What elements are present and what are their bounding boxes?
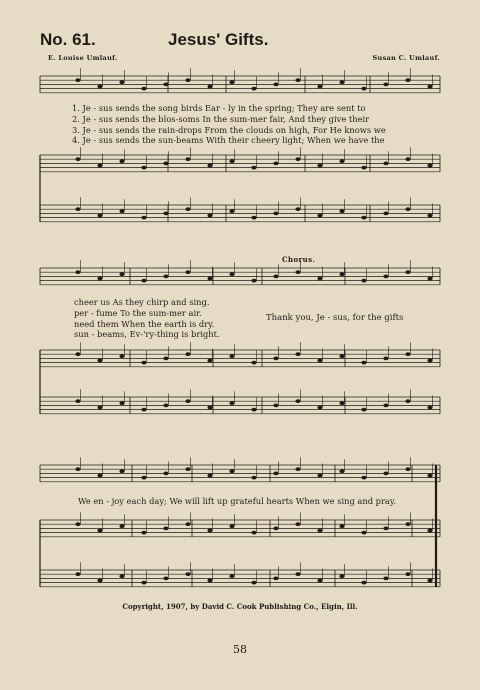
verse-1-lyric: 1. Je - sus sends the song birds Ear - ly in the spring; They are sent to [72,103,366,113]
note-head [163,527,168,531]
note-head [97,214,102,218]
note-head [383,212,388,216]
note-head [405,572,410,576]
note-head [339,469,344,473]
note-head [119,209,124,213]
note-head [427,359,432,363]
note-head [251,279,256,283]
note-head [185,352,190,356]
note-head [163,162,168,166]
note-head [251,408,256,412]
note-head [119,159,124,163]
note-head [163,577,168,581]
note-head [251,531,256,535]
note-head [229,209,234,213]
note-head [339,272,344,276]
note-head [119,524,124,528]
verse-3-ending: need them When the earth is dry. [74,319,215,329]
note-head [97,406,102,410]
note-head [185,572,190,576]
note-head [97,474,102,478]
note-head [75,270,80,274]
note-head [207,214,212,218]
note-head [273,577,278,581]
note-head [295,352,300,356]
page-number: 58 [233,643,247,656]
refrain-lyric-1: Thank you, Je - sus, for the gifts [266,313,404,323]
note-head [339,354,344,358]
note-head [273,162,278,166]
note-head [361,216,366,220]
note-head [251,216,256,220]
note-head [75,399,80,403]
note-head [295,399,300,403]
note-head [361,581,366,585]
note-head [141,216,146,220]
note-head [97,164,102,168]
note-head [75,572,80,576]
chorus-label: Chorus. [282,255,316,264]
note-head [317,474,322,478]
note-head [141,476,146,480]
note-head [75,522,80,526]
note-head [317,359,322,363]
note-head [273,83,278,87]
note-head [97,359,102,363]
note-head [163,212,168,216]
note-head [317,214,322,218]
note-head [207,474,212,478]
note-head [185,467,190,471]
note-head [229,272,234,276]
note-head [295,157,300,161]
note-head [383,472,388,476]
note-head [427,277,432,281]
note-head [185,78,190,82]
note-head [75,207,80,211]
note-head [427,579,432,583]
note-head [141,166,146,170]
note-head [383,275,388,279]
note-head [339,80,344,84]
note-head [119,80,124,84]
note-head [405,522,410,526]
note-head [339,159,344,163]
verse-4-lyric: 4. Je - sus sends the sun-beams With their cheery light; When we have the [72,135,385,145]
note-head [141,279,146,283]
note-head [317,277,322,281]
note-head [273,357,278,361]
note-head [229,159,234,163]
note-head [119,354,124,358]
note-head [207,579,212,583]
note-head [251,87,256,91]
note-head [273,275,278,279]
note-head [405,78,410,82]
note-head [427,214,432,218]
note-head [251,476,256,480]
verse-3-lyric: 3. Je - sus sends the rain-drops From the clouds on high, For He knows we [72,125,386,135]
note-head [383,357,388,361]
note-head [229,469,234,473]
note-head [273,527,278,531]
note-head [229,401,234,405]
note-head [229,80,234,84]
note-head [383,404,388,408]
note-head [119,469,124,473]
note-head [97,529,102,533]
lyricist-credit: E. Louise Umlauf. [48,54,118,62]
note-head [427,164,432,168]
note-head [141,581,146,585]
note-head [273,212,278,216]
note-head [185,157,190,161]
note-head [273,472,278,476]
note-head [383,83,388,87]
note-head [383,577,388,581]
refrain-lyric-2: We en - joy each day; We will lift up grateful hearts When we sing and pray. [78,496,397,506]
note-head [361,87,366,91]
note-head [295,78,300,82]
note-head [251,166,256,170]
note-head [339,401,344,405]
note-head [383,162,388,166]
note-head [361,361,366,365]
verse-4-ending: sun - beams, Ev-'ry-thing is bright. [74,329,220,339]
note-head [405,352,410,356]
note-head [295,467,300,471]
note-head [405,270,410,274]
note-head [185,399,190,403]
hymn-title: Jesus' Gifts. [168,30,269,49]
composer-credit: Susan C. Umlauf. [372,54,440,62]
note-head [405,157,410,161]
note-head [185,522,190,526]
note-head [141,361,146,365]
note-head [163,404,168,408]
note-head [317,579,322,583]
note-head [427,529,432,533]
note-head [163,472,168,476]
note-head [207,164,212,168]
copyright-notice: Copyright, 1907, by David C. Cook Publishing Co., Elgin, Ill. [122,602,358,611]
note-head [361,166,366,170]
note-head [119,272,124,276]
note-head [295,270,300,274]
note-head [75,78,80,82]
note-head [141,408,146,412]
note-head [339,209,344,213]
note-head [75,157,80,161]
note-head [207,359,212,363]
note-head [427,85,432,89]
note-head [185,270,190,274]
note-head [229,574,234,578]
note-head [317,406,322,410]
note-head [119,401,124,405]
note-head [207,529,212,533]
note-head [207,277,212,281]
note-head [361,531,366,535]
note-head [141,87,146,91]
note-head [119,574,124,578]
note-head [295,572,300,576]
note-head [97,85,102,89]
note-head [361,476,366,480]
note-head [251,581,256,585]
note-head [163,357,168,361]
note-head [405,207,410,211]
verse-2-lyric: 2. Je - sus sends the blos-soms In the sum-mer fair, And they give their [72,114,370,124]
verse-1-ending: cheer us As they chirp and sing. [74,297,210,307]
note-head [405,399,410,403]
note-head [427,406,432,410]
verse-2-ending: per - fume To the sum-mer air. [74,308,202,318]
note-head [163,275,168,279]
note-head [295,207,300,211]
note-head [75,352,80,356]
note-head [273,404,278,408]
note-head [383,527,388,531]
note-head [317,529,322,533]
note-head [97,579,102,583]
note-head [229,354,234,358]
note-head [405,467,410,471]
note-head [97,277,102,281]
note-head [207,406,212,410]
note-head [295,522,300,526]
note-head [185,207,190,211]
note-head [427,474,432,478]
note-head [317,164,322,168]
hymn-number: No. 61. [40,30,96,49]
note-head [207,85,212,89]
note-head [229,524,234,528]
note-head [339,524,344,528]
note-head [361,279,366,283]
note-head [75,467,80,471]
note-head [317,85,322,89]
note-head [141,531,146,535]
note-head [163,83,168,87]
note-head [361,408,366,412]
note-head [339,574,344,578]
note-head [251,361,256,365]
